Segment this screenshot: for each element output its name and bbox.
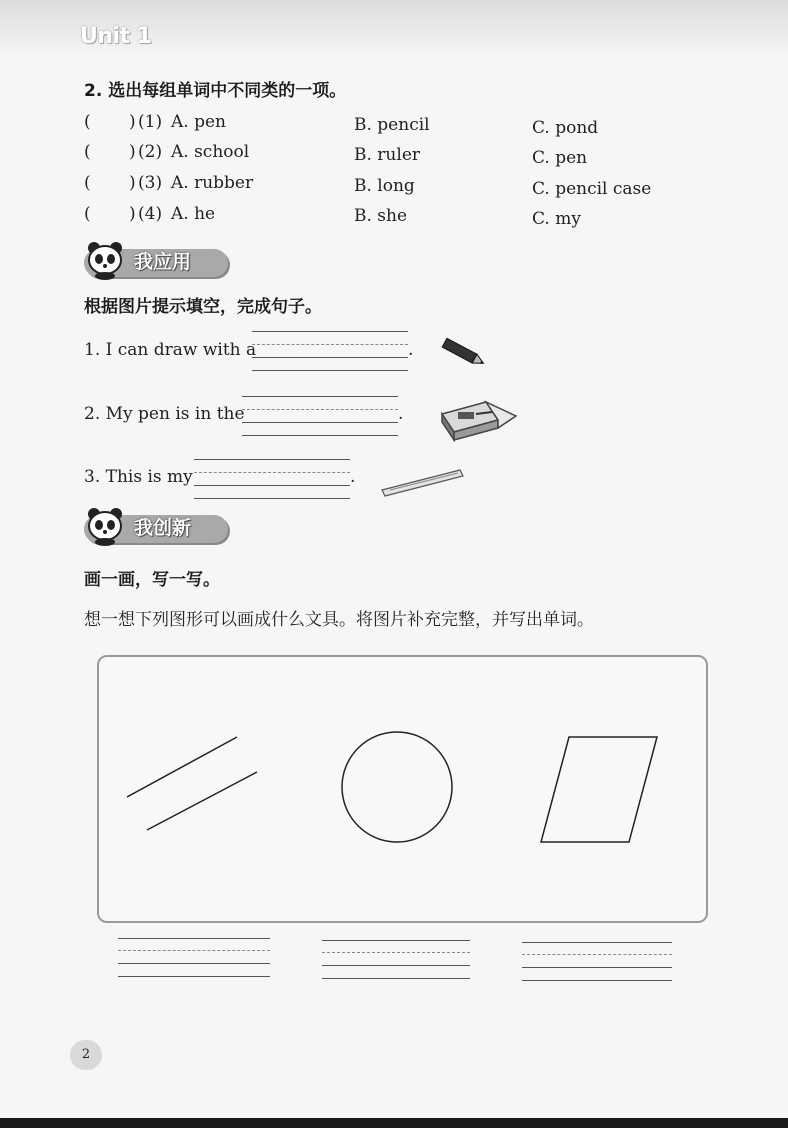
- answer-blank[interactable]: [118, 937, 270, 979]
- parallel-lines-shape: [147, 772, 257, 830]
- answer-paren-close: ): [129, 204, 136, 224]
- answer-paren-open[interactable]: (: [84, 142, 91, 162]
- option-a: A. rubber: [171, 173, 254, 193]
- create-heading: 画一画，写一写。: [84, 570, 220, 590]
- option-c: C. pond: [532, 118, 599, 138]
- option-b: B. ruler: [354, 145, 420, 165]
- sentence-3-text: 3. This is my: [84, 467, 193, 487]
- item-number: (1): [138, 112, 163, 132]
- answer-blank[interactable]: [522, 941, 672, 983]
- panda-icon: [84, 506, 128, 546]
- sentence-1-end: .: [408, 340, 414, 360]
- bottom-edge: [0, 1118, 788, 1128]
- answer-blank[interactable]: [242, 395, 398, 439]
- circle-shape: [342, 732, 452, 842]
- answer-blank[interactable]: [322, 939, 470, 981]
- sentence-2-text: 2. My pen is in the: [84, 404, 245, 424]
- sentence-3-end: .: [350, 467, 356, 487]
- option-b: B. pencil: [354, 115, 430, 135]
- unit-title: Unit 1: [80, 24, 152, 49]
- panda-icon: [84, 240, 128, 280]
- page-number: 2: [70, 1040, 102, 1070]
- answer-blank[interactable]: [194, 458, 350, 502]
- option-a: A. school: [171, 142, 250, 162]
- option-c: C. pencil case: [532, 179, 652, 199]
- option-a: A. he: [171, 204, 216, 224]
- answer-blank[interactable]: [252, 330, 408, 374]
- sentence-2-end: .: [398, 404, 404, 424]
- ruler-picture: [378, 464, 466, 500]
- create-instruction: 想一想下列图形可以画成什么文具。将图片补充完整，并写出单词。: [84, 610, 594, 630]
- parallel-lines-shape: [127, 737, 237, 797]
- option-b: B. she: [354, 206, 408, 226]
- shape-outlines: [97, 655, 708, 923]
- answer-paren-open[interactable]: (: [84, 112, 91, 132]
- answer-paren-close: ): [129, 112, 136, 132]
- item-number: (3): [138, 173, 163, 193]
- option-b: B. long: [354, 176, 415, 196]
- item-number: (4): [138, 204, 163, 224]
- exercise-2-title: 2. 选出每组单词中不同类的一项。: [84, 81, 347, 101]
- pencil-picture: [438, 336, 490, 370]
- pencil-case-picture: [436, 394, 520, 448]
- apply-instruction: 根据图片提示填空，完成句子。: [84, 297, 322, 317]
- option-a: A. pen: [171, 112, 226, 132]
- answer-paren-open[interactable]: (: [84, 173, 91, 193]
- apply-section-title: 我应用: [134, 251, 192, 273]
- answer-paren-close: ): [129, 142, 136, 162]
- sentence-1-text: 1. I can draw with a: [84, 340, 257, 360]
- answer-paren-open[interactable]: (: [84, 204, 91, 224]
- item-number: (2): [138, 142, 163, 162]
- option-c: C. my: [532, 209, 581, 229]
- option-c: C. pen: [532, 148, 588, 168]
- create-section-title: 我创新: [134, 517, 192, 539]
- answer-paren-close: ): [129, 173, 136, 193]
- parallelogram-shape: [541, 737, 657, 842]
